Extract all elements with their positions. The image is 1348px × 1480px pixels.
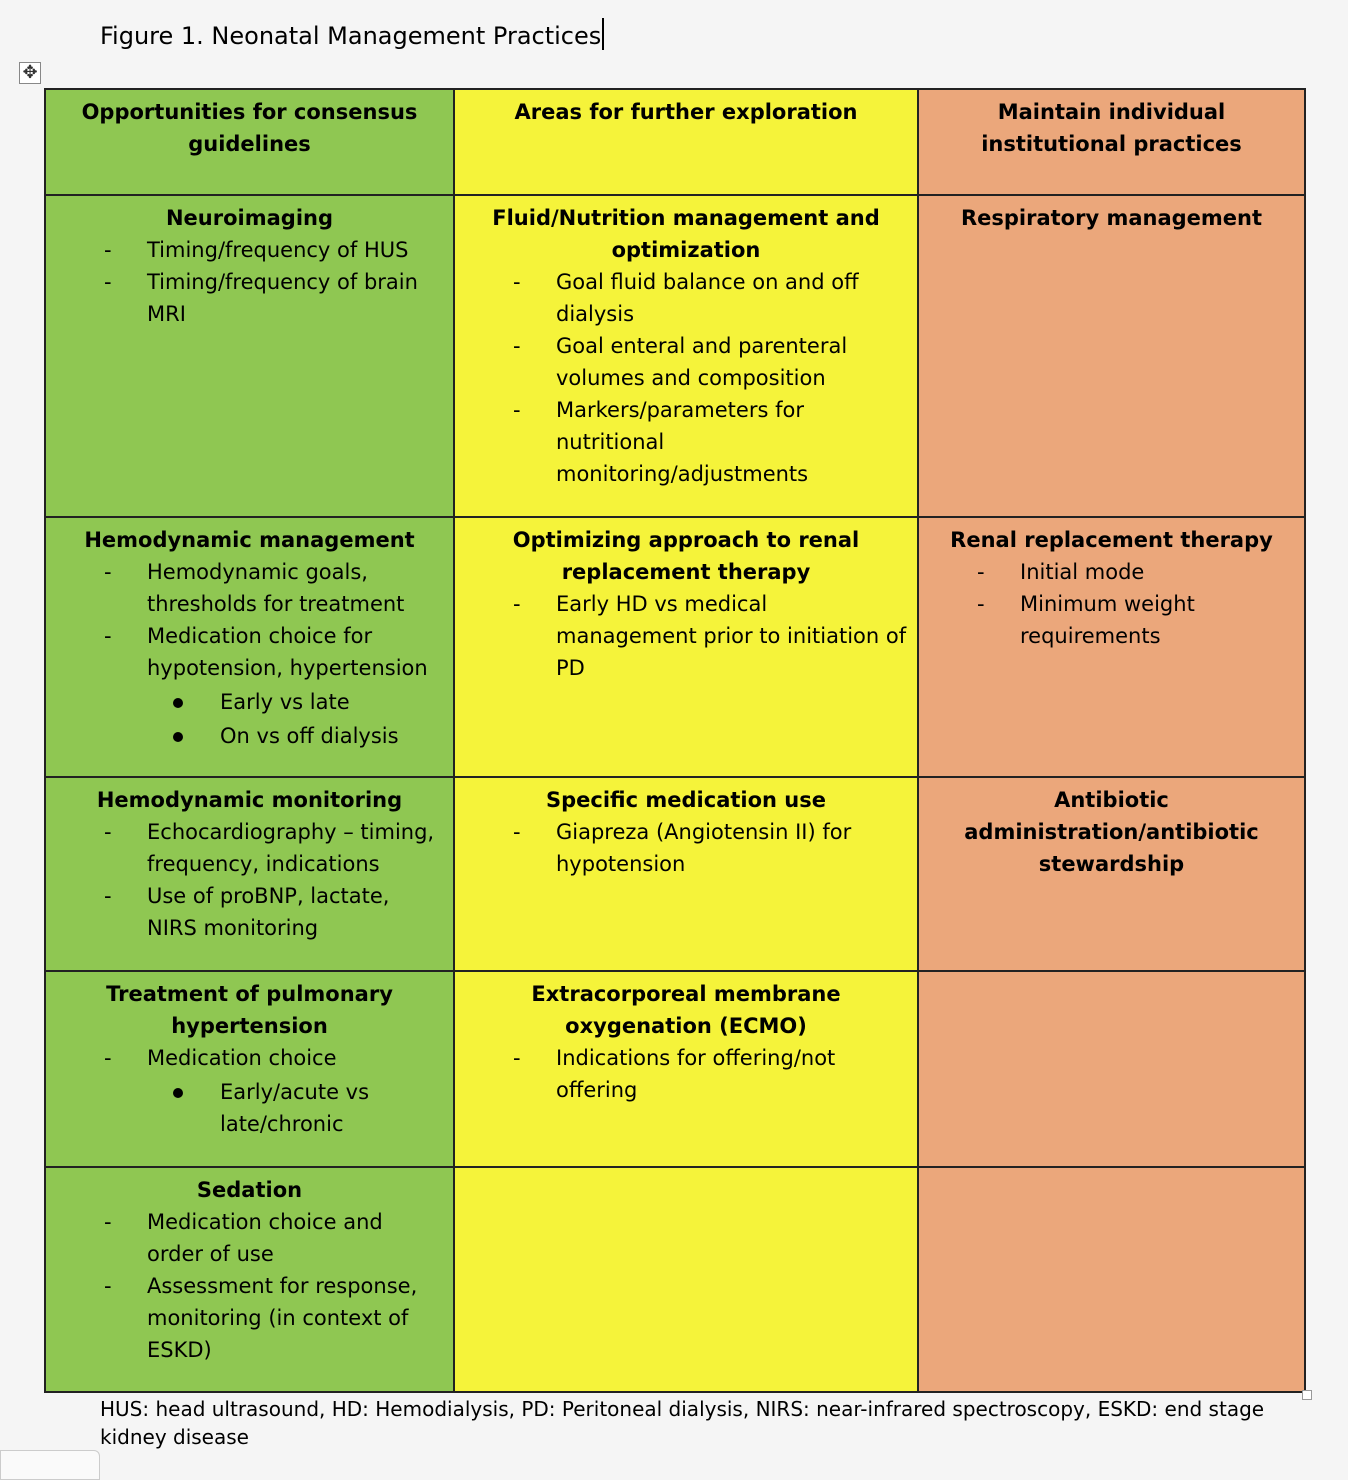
bullet-list [463, 816, 909, 880]
bullet-list [463, 1042, 909, 1106]
table-row [45, 971, 1305, 1167]
cell-title: Hemodynamic monitoring [96, 788, 403, 812]
list-item-text: Giapreza (Angiotensin II) for hypotension [556, 820, 852, 876]
list-item [54, 816, 445, 880]
consensus-cell [45, 517, 454, 777]
institutional-cell [918, 195, 1305, 517]
exploration-cell [454, 971, 918, 1167]
list-item [54, 234, 445, 266]
bullet-list [54, 816, 445, 944]
bullet-list [927, 556, 1296, 652]
cell-title: Renal replacement therapy [950, 528, 1273, 552]
move-arrows-icon[interactable]: ✥ [19, 62, 41, 84]
list-item-text: Timing/frequency of HUS [147, 238, 409, 262]
bullet-list [54, 234, 445, 330]
list-item [54, 1270, 445, 1366]
practices-table [44, 88, 1306, 1393]
resize-handle-icon[interactable] [1302, 1390, 1312, 1400]
list-item-text: Medication choice and order of use [147, 1210, 383, 1266]
cell-title: Antibiotic administration/antibiotic stewardship [964, 788, 1259, 876]
table-row [45, 777, 1305, 971]
bullet-list [463, 588, 909, 684]
abbreviations-footnote: HUS: head ultrasound, HD: Hemodialysis, PD: Peritoneal dialysis, NIRS: near-infrared spectroscopy, ESKD: end stage kidney disease [100, 1397, 1265, 1449]
sub-list-item: Early/acute vs late/chronic [147, 1076, 445, 1140]
list-item [927, 588, 1296, 652]
list-item-text: Use of proBNP, lactate, NIRS monitoring [147, 884, 390, 940]
exploration-cell [454, 1167, 918, 1392]
bullet-list [54, 1206, 445, 1366]
header-institutional: Maintain individual institutional practices [918, 89, 1305, 195]
list-item [463, 394, 909, 490]
list-item [54, 266, 445, 330]
list-item-text: Medication choice for hypotension, hypertension [147, 624, 428, 680]
institutional-cell [918, 777, 1305, 971]
list-item [54, 880, 445, 944]
bullet-list [54, 1042, 445, 1140]
list-item-text: Indications for offering/not offering [556, 1046, 836, 1102]
cell-title: Sedation [196, 1178, 303, 1202]
text-cursor [602, 18, 604, 50]
header-exploration: Areas for further exploration [454, 89, 918, 195]
cell-title: Respiratory management [960, 206, 1263, 230]
bullet-list [54, 556, 445, 752]
consensus-cell [45, 777, 454, 971]
consensus-cell [45, 971, 454, 1167]
list-item-text: Timing/frequency of brain MRI [147, 270, 418, 326]
list-item-text: Goal fluid balance on and off dialysis [556, 270, 859, 326]
table-row [45, 1167, 1305, 1392]
list-item [463, 588, 909, 684]
sub-bullet-list [147, 1076, 445, 1140]
exploration-cell [454, 777, 918, 971]
bottom-corner-tab[interactable] [0, 1450, 100, 1480]
list-item-text: Markers/parameters for nutritional monitoring/adjustments [556, 398, 809, 486]
exploration-cell [454, 195, 918, 517]
list-item-text: Assessment for response, monitoring (in context of ESKD) [147, 1274, 418, 1362]
list-item-text: Goal enteral and parenteral volumes and composition [556, 334, 848, 390]
figure-title[interactable] [100, 18, 604, 53]
list-item [463, 816, 909, 880]
cell-title: Extracorporeal membrane oxygenation (ECMO) [531, 982, 841, 1038]
cell-title: Optimizing approach to renal replacement therapy [512, 528, 860, 584]
list-item-text: Early HD vs medical management prior to initiation of PD [556, 592, 907, 680]
table-row [45, 517, 1305, 777]
bullet-list [463, 266, 909, 490]
cell-title: Fluid/Nutrition management and optimization [492, 206, 880, 262]
institutional-cell [918, 971, 1305, 1167]
list-item-text: Medication choice [147, 1046, 337, 1070]
list-item [463, 266, 909, 330]
list-item [54, 556, 445, 620]
sub-list-item: Early vs late [147, 686, 445, 718]
header-consensus: Opportunities for consensus guidelines [45, 89, 454, 195]
institutional-cell [918, 1167, 1305, 1392]
list-item [54, 620, 445, 752]
list-item-text: Initial mode [1020, 560, 1145, 584]
list-item [463, 330, 909, 394]
consensus-cell [45, 195, 454, 517]
cell-title: Treatment of pulmonary hypertension [106, 982, 393, 1038]
list-item [927, 556, 1296, 588]
table-row [45, 195, 1305, 517]
header-row [45, 89, 1305, 195]
cell-title: Hemodynamic management [84, 528, 415, 552]
cell-title: Neuroimaging [165, 206, 333, 230]
list-item-text: Hemodynamic goals, thresholds for treatment [147, 560, 405, 616]
sub-bullet-list [147, 686, 445, 752]
figure-title-text: Figure 1. Neonatal Management Practices [100, 22, 602, 50]
list-item [54, 1206, 445, 1270]
list-item [54, 1042, 445, 1140]
list-item [463, 1042, 909, 1106]
consensus-cell [45, 1167, 454, 1392]
institutional-cell [918, 517, 1305, 777]
list-item-text: Minimum weight requirements [1020, 592, 1195, 648]
cell-title: Specific medication use [546, 788, 826, 812]
exploration-cell [454, 517, 918, 777]
list-item-text: Echocardiography – timing, frequency, indications [147, 820, 435, 876]
sub-list-item: On vs off dialysis [147, 720, 445, 752]
